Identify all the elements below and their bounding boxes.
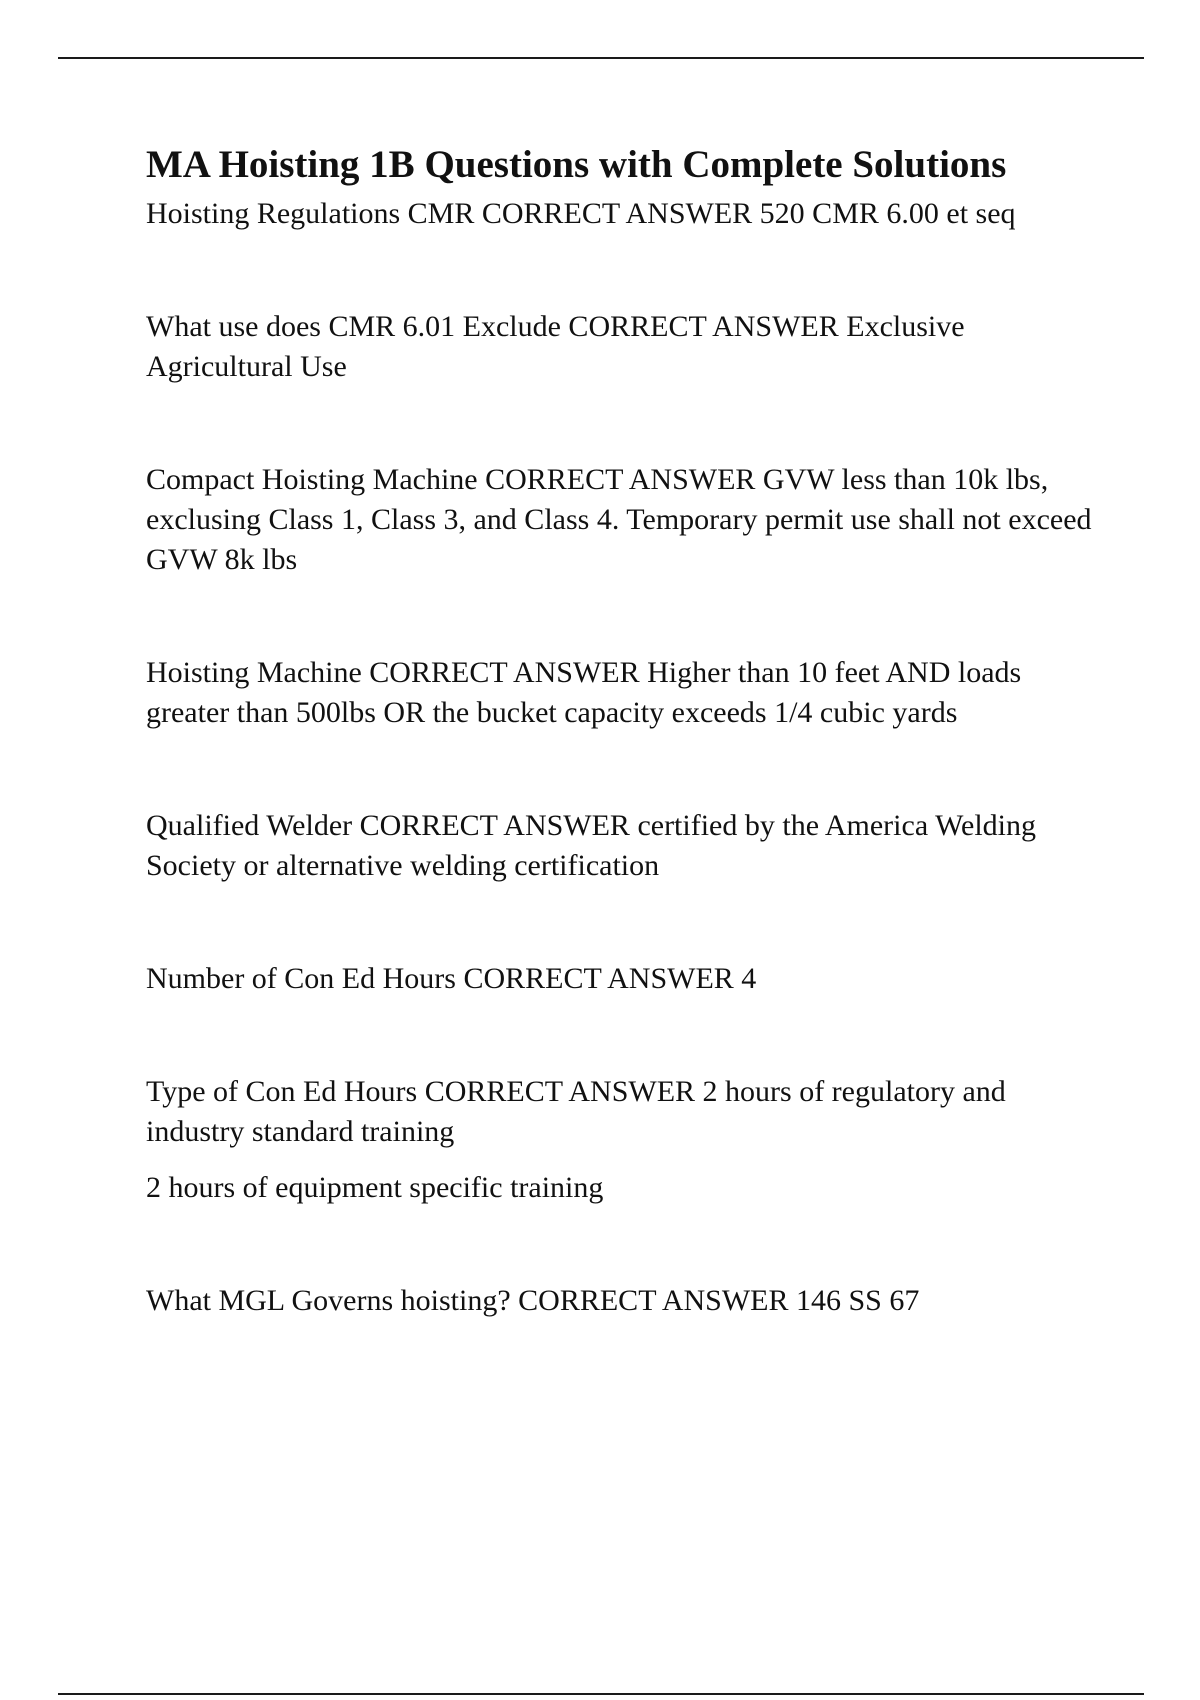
- qa-entry-mgl-governs: What MGL Governs hoisting? CORRECT ANSWER 146 SS 67: [146, 1284, 920, 1317]
- qa-entry-con-ed-hours-type: Type of Con Ed Hours CORRECT ANSWER 2 hours of regulatory and industry standard training: [146, 1075, 1006, 1148]
- qa-entry-con-ed-hours-number: Number of Con Ed Hours CORRECT ANSWER 4: [146, 962, 757, 995]
- qa-entry-hoisting-machine: Hoisting Machine CORRECT ANSWER Higher than 10 feet AND loads greater than 500lbs OR the bucket capacity exceeds 1/4 cubic yards: [146, 656, 1022, 729]
- qa-entry-con-ed-hours-type-continued: 2 hours of equipment specific training: [146, 1171, 604, 1204]
- footer-rule: [58, 1693, 1144, 1695]
- header-rule: [58, 57, 1144, 59]
- qa-entry-compact-hoisting-machine: Compact Hoisting Machine CORRECT ANSWER GVW less than 10k lbs, exclusing Class 1, Class 3, and Class 4. Temporary permit use shall not exceed GVW 8k lbs: [146, 463, 1092, 576]
- qa-entry-cmr-exclusion: What use does CMR 6.01 Exclude CORRECT ANSWER Exclusive Agricultural Use: [146, 310, 965, 383]
- document-title: MA Hoisting 1B Questions with Complete Solutions: [146, 143, 1007, 186]
- qa-entry-qualified-welder: Qualified Welder CORRECT ANSWER certified by the America Welding Society or alternative welding certification: [146, 809, 1036, 882]
- document-body: [146, 140, 1096, 1321]
- qa-entry-hoisting-regulations: Hoisting Regulations CMR CORRECT ANSWER 520 CMR 6.00 et seq: [146, 197, 1016, 230]
